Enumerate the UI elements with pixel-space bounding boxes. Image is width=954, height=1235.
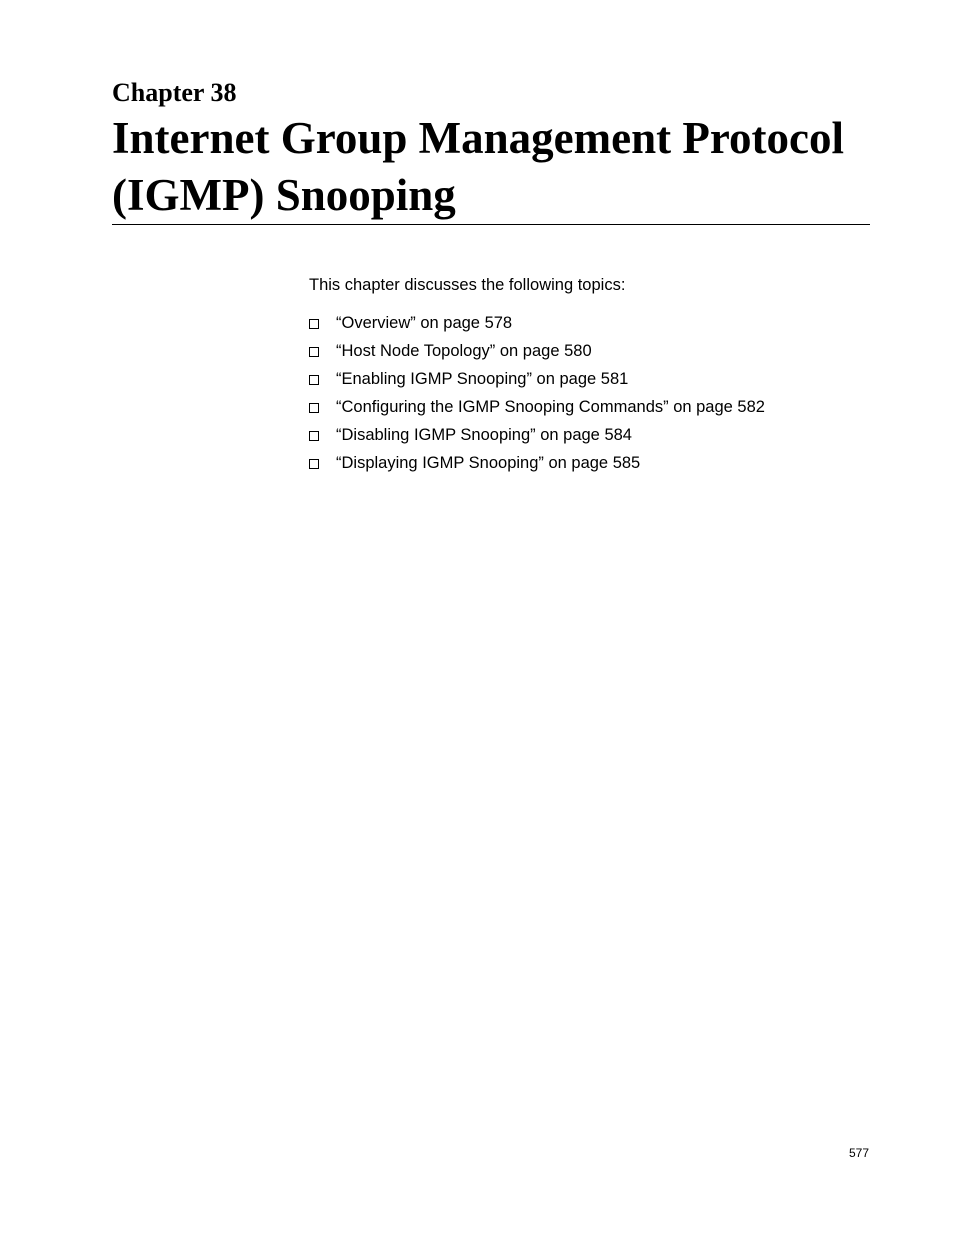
title-divider <box>112 224 870 225</box>
topic-list <box>309 313 765 481</box>
topic-link-host-node-topology[interactable]: “Host Node Topology” on page 580 <box>336 342 592 360</box>
checkbox-bullet-icon <box>309 431 319 441</box>
topic-item <box>309 369 765 397</box>
topic-link-displaying-igmp-snooping[interactable]: “Displaying IGMP Snooping” on page 585 <box>336 454 641 472</box>
topic-link-disabling-igmp-snooping[interactable]: “Disabling IGMP Snooping” on page 584 <box>336 426 632 444</box>
topic-item <box>309 313 765 341</box>
topic-item <box>309 425 765 453</box>
checkbox-bullet-icon <box>309 347 319 357</box>
chapter-title: Internet Group Management Protocol (IGMP) Snooping <box>112 113 844 220</box>
checkbox-bullet-icon <box>309 375 319 385</box>
checkbox-bullet-icon <box>309 403 319 413</box>
intro-text: This chapter discusses the following topics: <box>309 276 626 294</box>
topic-item <box>309 453 765 481</box>
topic-link-configuring-commands[interactable]: “Configuring the IGMP Snooping Commands” on page 582 <box>336 398 765 416</box>
topic-link-enabling-igmp-snooping[interactable]: “Enabling IGMP Snooping” on page 581 <box>336 370 629 388</box>
topic-item <box>309 341 765 369</box>
chapter-label: Chapter 38 <box>112 78 237 107</box>
topic-item <box>309 397 765 425</box>
checkbox-bullet-icon <box>309 459 319 469</box>
checkbox-bullet-icon <box>309 319 319 329</box>
topic-link-overview[interactable]: “Overview” on page 578 <box>336 314 513 332</box>
page-number: 577 <box>848 1146 869 1160</box>
